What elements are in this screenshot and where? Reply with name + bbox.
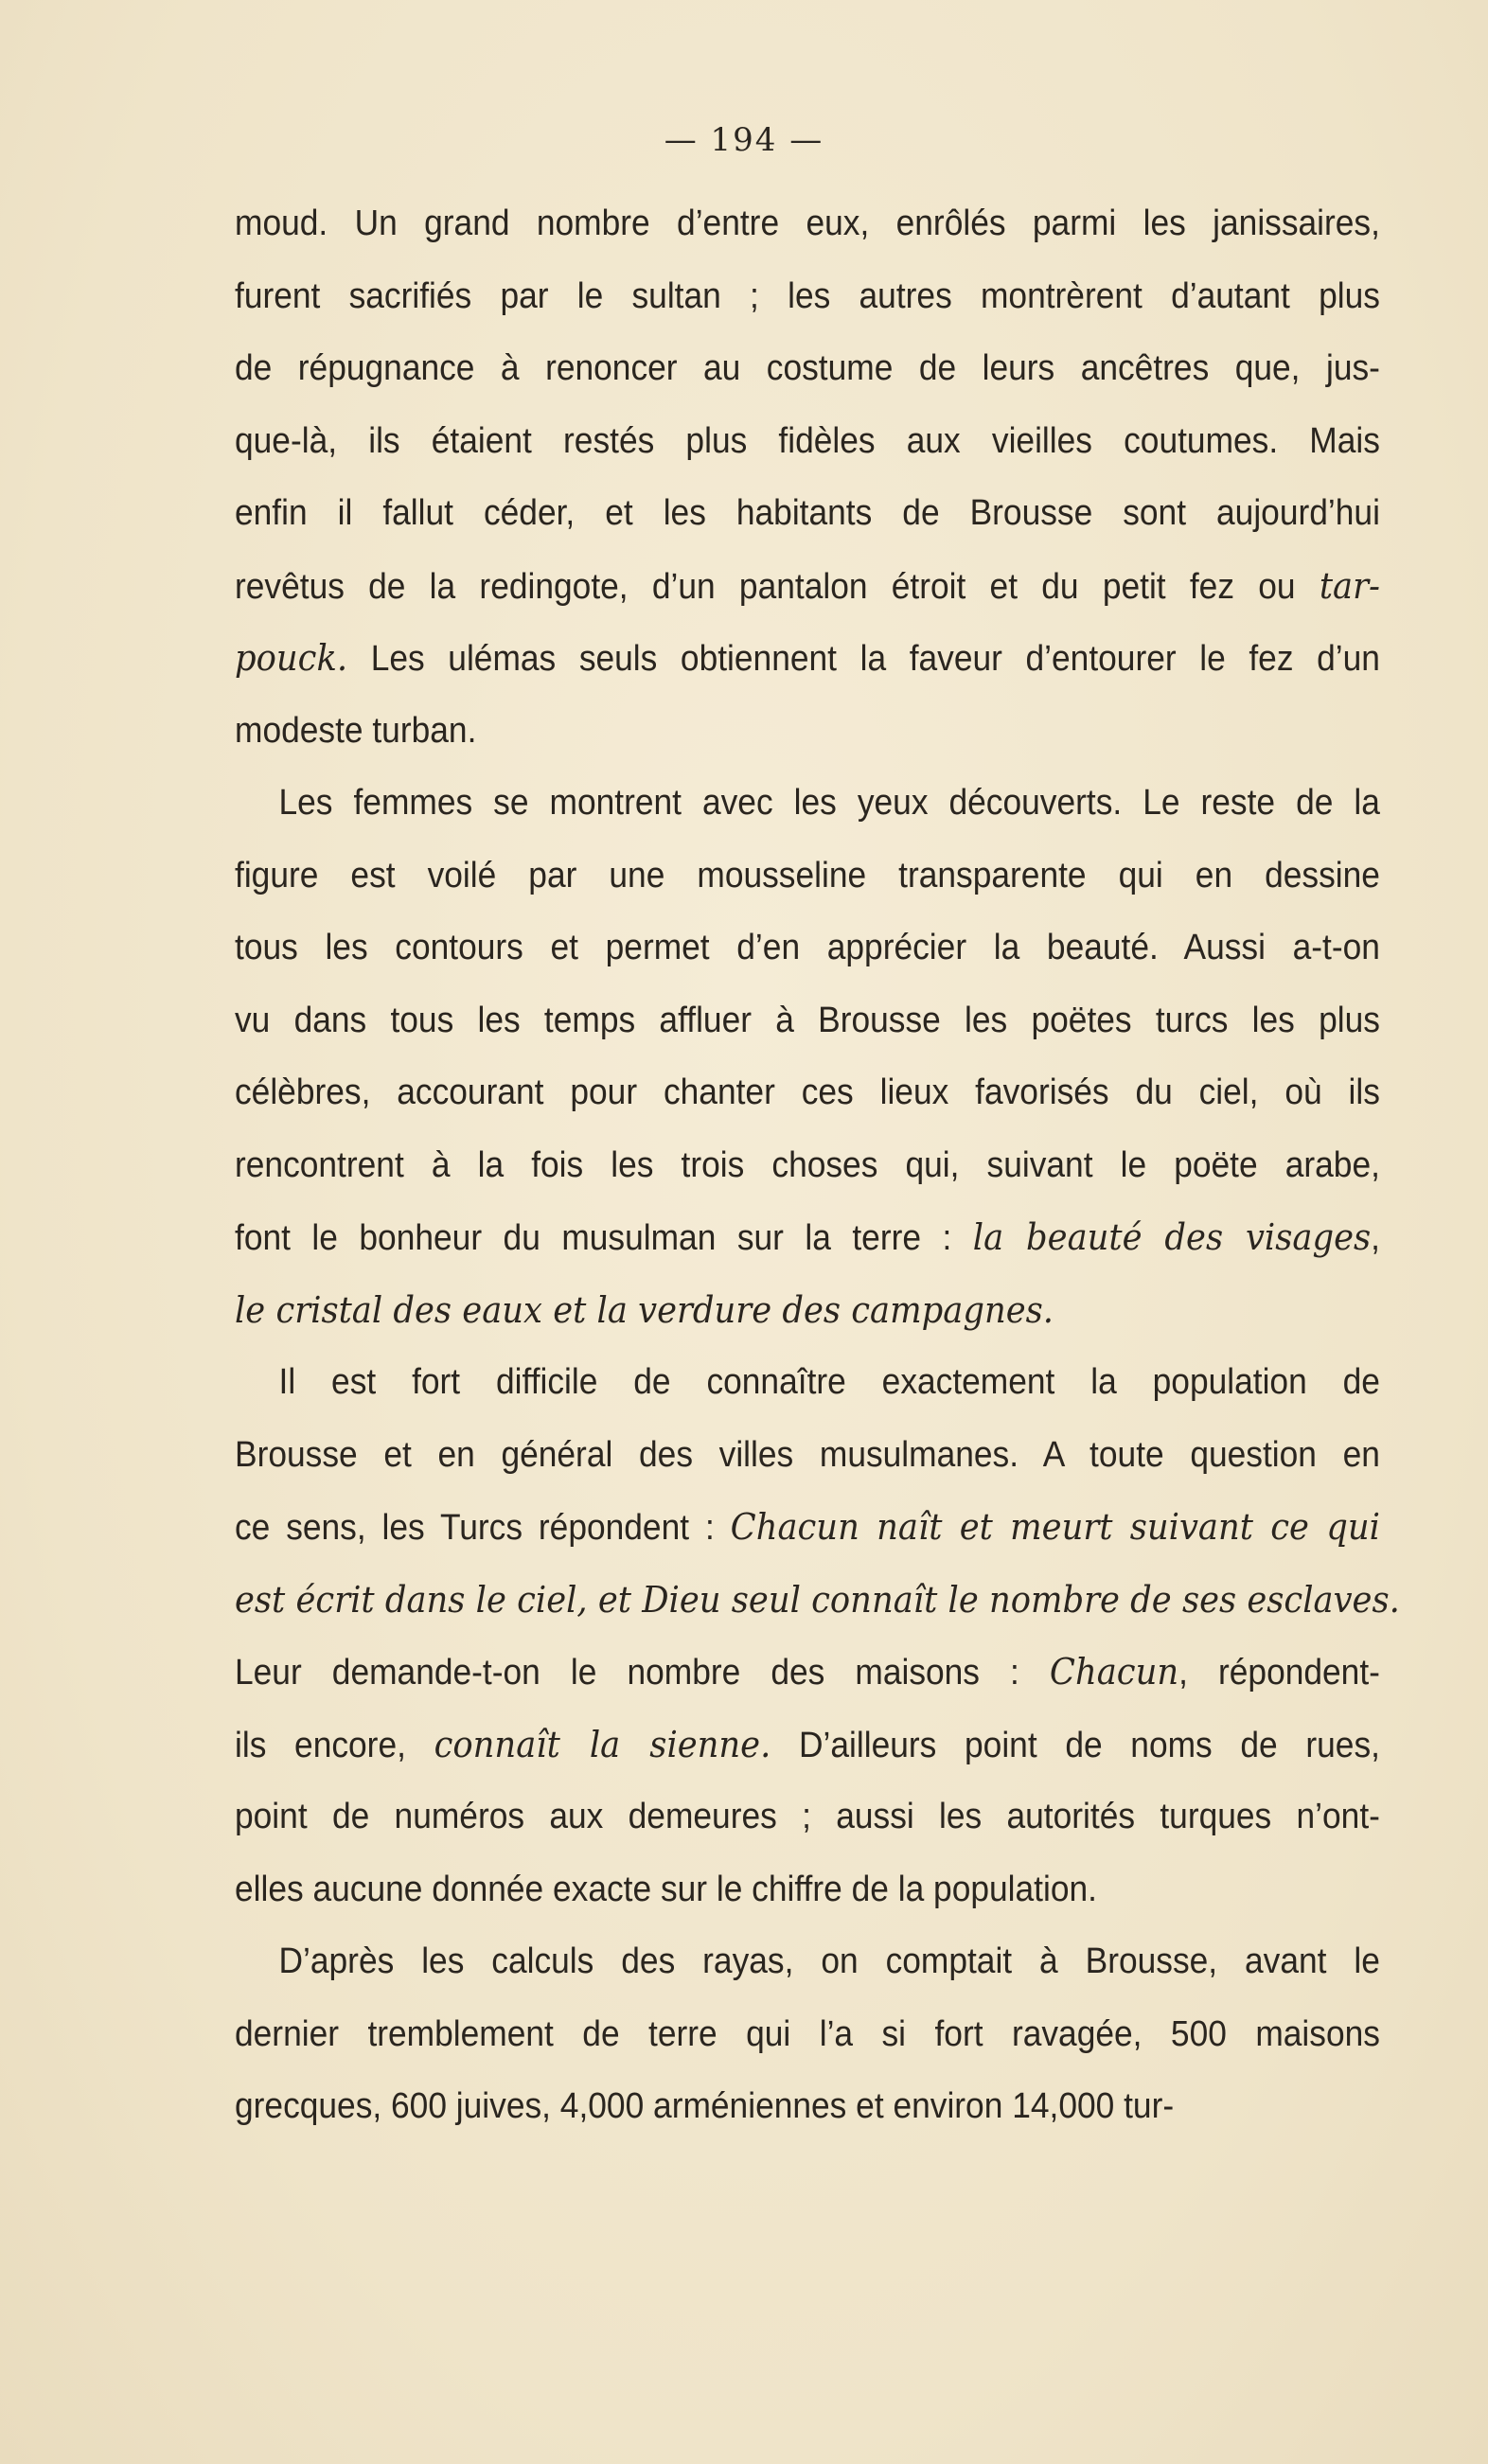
paragraph: [235, 1925, 1380, 2143]
text-run: ,: [1371, 1218, 1380, 1258]
text-run: , répondent-: [1178, 1653, 1380, 1693]
text-run: grecques, 600 juives, 4,000 arméniennes et environ 14,000 tur-: [235, 2086, 1175, 2126]
text-line: [235, 1998, 1380, 2071]
italic-run: Chacun naît et meurt suivant ce qui: [730, 1506, 1380, 1548]
text-run: modeste turban.: [235, 710, 477, 751]
text-run: dernier tremblement de terre qui l’a si fort ravagée, 500 maisons: [235, 2013, 1380, 2054]
italic-run: est écrit dans le ciel, et Dieu seul connaît le nombre de ses esclaves.: [235, 1578, 1400, 1621]
text-line: [235, 1419, 1380, 1492]
text-run: Les femmes se montrent avec les yeux découverts. Le reste de la: [278, 783, 1380, 823]
text-run: font le bonheur du musulman sur la terre :: [235, 1218, 973, 1258]
text-run: elles aucune donnée exacte sur le chiffre de la population.: [235, 1869, 1097, 1909]
italic-run: la beauté des visages: [972, 1216, 1372, 1258]
text-line: [235, 1853, 1380, 1926]
text-line: [235, 2070, 1380, 2143]
text-run: Il est fort difficile de connaître exactement la population de: [278, 1362, 1380, 1402]
text-run: Leur demande-t-on le nombre des maisons :: [235, 1653, 1050, 1693]
text-run: point de numéros aux demeures ; aussi les autorités turques n’ont-: [235, 1797, 1380, 1836]
text-run: ce sens, les Turcs répondent :: [235, 1508, 731, 1548]
text-line: [235, 405, 1380, 478]
paragraph: [235, 187, 1380, 767]
italic-run: le cristal des eaux et la verdure des campagnes.: [235, 1288, 1054, 1331]
text-run: Les ulémas seuls obtiennent la faveur d’entourer le fez d’un: [347, 639, 1380, 679]
text-run: revêtus de la redingote, d’un pantalon étroit et du petit fez ou: [235, 566, 1320, 607]
text-line: [235, 840, 1380, 913]
text-line: [235, 477, 1380, 550]
italic-run: tar-: [1319, 564, 1380, 607]
text-line: [235, 1564, 1400, 1637]
text-run: enfin il fallut céder, et les habitants de Brousse sont aujourd’hui: [235, 493, 1380, 533]
text-run: moud. Un grand nombre d’entre eux, enrôlés parmi les janissaires,: [235, 204, 1380, 243]
text-line: [235, 1274, 1380, 1347]
text-line: [235, 1491, 1380, 1564]
text-line: [235, 1201, 1380, 1274]
text-run: D’après les calculs des rayas, on comptait à Brousse, avant le: [278, 1941, 1380, 1981]
paragraph: [235, 1346, 1400, 1925]
text-run: célèbres, accourant pour chanter ces lieux favorisés du ciel, où ils: [235, 1072, 1380, 1112]
text-line: [235, 912, 1380, 984]
text-line: [235, 550, 1380, 623]
italic-run: connaît la sienne.: [434, 1723, 771, 1765]
text-line: [235, 622, 1380, 695]
italic-run: pouck.: [235, 637, 348, 679]
text-line: [235, 1709, 1380, 1782]
text-run: que-là, ils étaient restés plus fidèles aux vieilles coutumes. Mais: [235, 420, 1380, 461]
text-line: [235, 1129, 1380, 1202]
text-run: furent sacrifiés par le sultan ; les autres montrèrent d’autant plus: [235, 275, 1380, 316]
text-line: [235, 1925, 1380, 1998]
text-line: [235, 1781, 1380, 1853]
text-line: [235, 1346, 1380, 1419]
text-run: rencontrent à la fois les trois choses qui, suivant le poëte arabe,: [235, 1144, 1380, 1185]
text-line: [235, 187, 1380, 260]
text-run: figure est voilé par une mousseline transparente qui en dessine: [235, 855, 1380, 895]
text-run: Brousse et en général des villes musulmanes. A toute question en: [235, 1434, 1380, 1475]
italic-run: Chacun: [1049, 1651, 1179, 1693]
text-line: [235, 767, 1380, 840]
text-line: [235, 260, 1380, 333]
page-number: — 194 —: [664, 121, 824, 159]
text-run: de répugnance à renoncer au costume de leurs ancêtres que, jus-: [235, 348, 1380, 388]
text-line: [235, 984, 1380, 1057]
text-run: ils encore,: [235, 1725, 434, 1765]
text-run: vu dans tous les temps affluer à Brousse les poëtes turcs les plus: [235, 1000, 1380, 1040]
text-run: tous les contours et permet d’en apprécier la beauté. Aussi a-t-on: [235, 928, 1380, 967]
text-line: [235, 695, 1380, 768]
paragraph: [235, 767, 1380, 1346]
text-line: [235, 1636, 1380, 1709]
text-run: D’ailleurs point de noms de rues,: [771, 1725, 1380, 1765]
text-line: [235, 1056, 1380, 1129]
body-text: [235, 187, 1400, 2143]
text-line: [235, 332, 1380, 405]
